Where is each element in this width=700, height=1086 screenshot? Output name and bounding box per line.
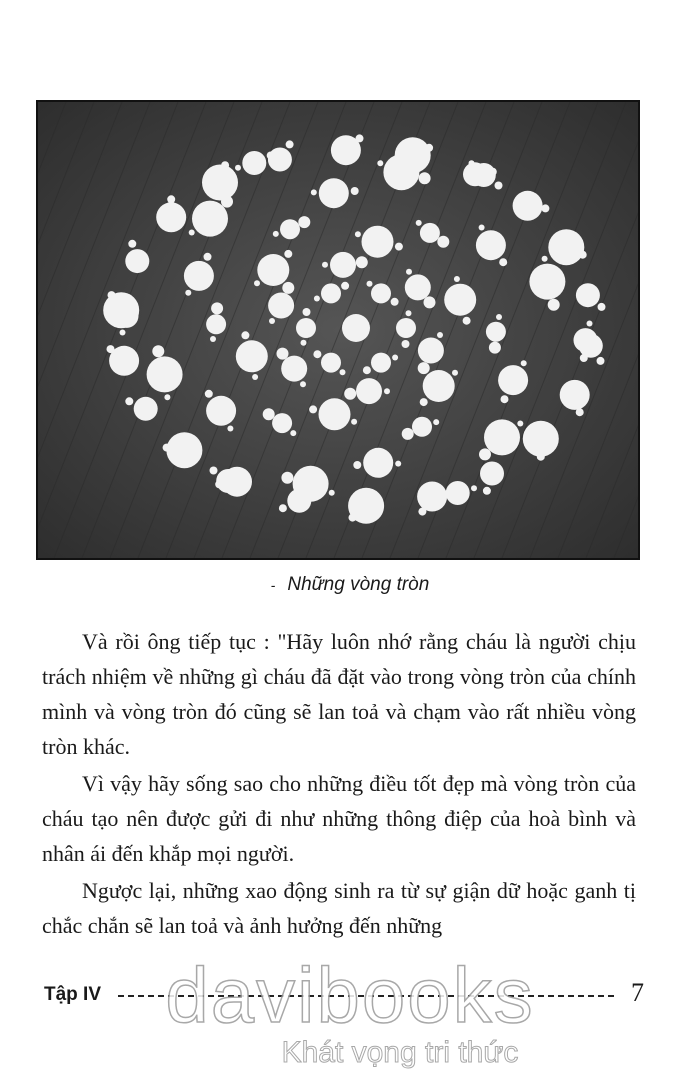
crop-circle bbox=[192, 201, 228, 237]
crop-circle bbox=[367, 281, 373, 287]
crop-circle bbox=[420, 223, 440, 243]
crop-circle bbox=[425, 144, 433, 152]
crop-circle bbox=[290, 430, 296, 436]
crop-circle bbox=[128, 240, 136, 248]
crop-circle bbox=[303, 308, 311, 316]
crop-circle bbox=[405, 274, 431, 300]
crop-circle bbox=[284, 250, 292, 258]
crop-circle bbox=[576, 408, 584, 416]
paragraph: Và rồi ông tiếp tục : "Hãy luôn nhớ rằng cháu là người chịu trách nhiệm về những gì cháu đã đặt vào trong vòng tròn của chính mình và vòng tròn đó cũng sẽ lan toả và chạm vào rất nhiều vòng tròn khác. bbox=[42, 629, 636, 759]
crop-circle bbox=[377, 160, 383, 166]
watermark-logo: davibooks bbox=[165, 951, 535, 1039]
crop-circle bbox=[412, 417, 432, 437]
crop-circle bbox=[542, 256, 548, 262]
crop-circle bbox=[597, 357, 605, 365]
crop-circle bbox=[406, 269, 412, 275]
crop-circle bbox=[396, 318, 416, 338]
crop-circle bbox=[452, 370, 458, 376]
crop-circle bbox=[125, 249, 149, 273]
crop-circle bbox=[164, 394, 170, 400]
crop-circle bbox=[529, 264, 565, 300]
crop-circle bbox=[384, 388, 390, 394]
crop-circle bbox=[598, 303, 606, 311]
crop-circle bbox=[463, 162, 487, 186]
crop-circle bbox=[355, 231, 361, 237]
crop-circle bbox=[254, 280, 260, 286]
crop-circle bbox=[215, 480, 223, 488]
crop-circle bbox=[433, 419, 439, 425]
crop-circle bbox=[319, 398, 351, 430]
watermark-tagline: Khát vọng tri thức bbox=[281, 1036, 519, 1069]
crop-circle bbox=[107, 345, 115, 353]
crop-circle bbox=[120, 330, 126, 336]
crop-circle bbox=[353, 461, 361, 469]
crop-circle bbox=[330, 252, 356, 278]
crop-circle bbox=[356, 134, 364, 142]
crop-circle bbox=[269, 318, 275, 324]
crop-circle bbox=[272, 413, 292, 433]
crop-circle bbox=[263, 408, 275, 420]
crop-circle bbox=[281, 356, 307, 382]
crop-circle bbox=[227, 426, 233, 432]
crop-circle bbox=[241, 331, 249, 339]
crop-circle bbox=[391, 298, 399, 306]
crop-circle bbox=[311, 189, 317, 195]
crop-circle bbox=[134, 397, 158, 421]
crop-circle bbox=[268, 293, 294, 319]
crop-circle bbox=[108, 291, 116, 299]
crop-circle bbox=[363, 448, 393, 478]
crop-circle bbox=[166, 432, 202, 468]
crop-circle bbox=[471, 485, 477, 491]
crop-circle bbox=[537, 453, 545, 461]
crop-circle bbox=[454, 276, 460, 282]
crop-circle bbox=[300, 381, 306, 387]
caption-text: Những vòng tròn bbox=[287, 574, 430, 595]
crop-circle bbox=[446, 481, 470, 505]
crop-circle bbox=[417, 482, 447, 512]
crop-circle bbox=[483, 487, 491, 495]
crop-circle bbox=[548, 299, 560, 311]
crop-circle bbox=[222, 467, 252, 497]
crop-circle bbox=[277, 348, 289, 360]
crop-circle bbox=[236, 340, 268, 372]
crop-circle bbox=[479, 448, 491, 460]
crop-circle bbox=[418, 508, 426, 516]
crop-circle bbox=[420, 398, 428, 406]
crop-circle bbox=[418, 362, 430, 374]
photo-caption bbox=[0, 574, 700, 596]
crop-circle bbox=[480, 462, 504, 486]
crop-circle bbox=[587, 321, 593, 327]
crop-circle bbox=[147, 356, 183, 392]
crop-circle bbox=[342, 314, 370, 342]
crop-circle bbox=[281, 472, 293, 484]
crop-circle bbox=[211, 302, 223, 314]
crop-circle bbox=[156, 202, 186, 232]
crop-circle bbox=[206, 314, 226, 334]
crop-circle-image bbox=[38, 102, 638, 558]
crop-circle bbox=[206, 396, 236, 426]
crop-circle bbox=[416, 220, 422, 226]
crop-circle bbox=[418, 338, 444, 364]
crop-circle bbox=[340, 369, 346, 375]
paragraph: Vì vậy hãy sống sao cho những điều tốt đẹp mà vòng tròn của cháu tạo nên được gửi đi như những thông điệp của hoà bình và nhân ái đến khắp mọi người. bbox=[42, 771, 636, 866]
crop-circle bbox=[363, 366, 371, 374]
crop-circle bbox=[286, 140, 294, 148]
crop-circle bbox=[268, 148, 292, 172]
crop-circle bbox=[287, 489, 311, 513]
crop-circle bbox=[314, 296, 320, 302]
crop-circle bbox=[189, 230, 195, 236]
volume-label: Tập IV bbox=[44, 984, 102, 1005]
crop-circle bbox=[273, 231, 279, 237]
field-background bbox=[38, 102, 638, 558]
crop-circle bbox=[424, 296, 436, 308]
crop-circle bbox=[395, 461, 401, 467]
crop-circle bbox=[252, 374, 258, 380]
crop-circle bbox=[479, 225, 485, 231]
crop-circle bbox=[167, 195, 175, 203]
crop-circle bbox=[463, 317, 471, 325]
crop-circle bbox=[437, 236, 449, 248]
crop-circle bbox=[489, 342, 501, 354]
crop-circle bbox=[210, 336, 216, 342]
crop-circle bbox=[579, 251, 587, 259]
crop-circle bbox=[279, 504, 287, 512]
crop-circle bbox=[344, 388, 356, 400]
crop-circle bbox=[541, 204, 549, 212]
crop-circle bbox=[444, 284, 476, 316]
crop-circle bbox=[210, 467, 218, 475]
crop-circle bbox=[484, 419, 520, 455]
crop-circle bbox=[351, 187, 359, 195]
crop-circle bbox=[202, 165, 238, 201]
crop-circle bbox=[205, 390, 213, 398]
paragraph: Ngược lại, những xao động sinh ra từ sự giận dữ hoặc ganh tị chắc chắn sẽ lan toả và ảnh hưởng đến những bbox=[42, 878, 636, 938]
crop-circle bbox=[406, 310, 412, 316]
crop-circle bbox=[152, 345, 164, 357]
crop-circle bbox=[560, 380, 590, 410]
crop-circle bbox=[329, 490, 335, 496]
crop-circle bbox=[423, 370, 455, 402]
crop-circle bbox=[489, 168, 497, 176]
crop-circle bbox=[579, 334, 603, 358]
crop-circle bbox=[523, 421, 559, 457]
crop-circle bbox=[496, 314, 502, 320]
crop-circle bbox=[495, 182, 503, 190]
crop-circle bbox=[476, 230, 506, 260]
crop-circle bbox=[521, 360, 527, 366]
crop-circle bbox=[576, 283, 600, 307]
crop-circle bbox=[341, 282, 349, 290]
crop-circle bbox=[402, 428, 414, 440]
crop-circle bbox=[313, 350, 321, 358]
crop-circle bbox=[301, 340, 307, 346]
crop-circle bbox=[282, 282, 294, 294]
crop-circle bbox=[321, 353, 341, 373]
crop-circle bbox=[349, 514, 357, 522]
crop-circle bbox=[257, 254, 289, 286]
crop-circle bbox=[235, 165, 241, 171]
crop-circle-photo bbox=[36, 100, 640, 560]
crop-circle bbox=[419, 172, 431, 184]
crop-circle bbox=[437, 332, 443, 338]
crop-circle bbox=[321, 283, 341, 303]
crop-circle bbox=[184, 261, 214, 291]
crop-circle bbox=[309, 405, 317, 413]
crop-circle bbox=[163, 444, 171, 452]
crop-circle bbox=[242, 151, 266, 175]
crop-circle bbox=[362, 226, 394, 258]
caption-bullet: - bbox=[270, 576, 276, 593]
crop-circle bbox=[395, 243, 403, 251]
crop-circle bbox=[392, 355, 398, 361]
page-number: 7 bbox=[631, 978, 644, 1007]
crop-circle bbox=[298, 216, 310, 228]
crop-circle bbox=[204, 253, 212, 261]
crop-circle bbox=[221, 161, 229, 169]
crop-circle bbox=[486, 322, 506, 342]
crop-circle bbox=[322, 262, 328, 268]
crop-circle bbox=[356, 378, 382, 404]
crop-circle bbox=[319, 178, 349, 208]
crop-circle bbox=[501, 395, 509, 403]
crop-circle bbox=[517, 421, 523, 427]
crop-circle bbox=[296, 318, 316, 338]
crop-circle bbox=[548, 229, 584, 265]
crop-circle bbox=[351, 419, 357, 425]
crop-circle bbox=[395, 137, 431, 173]
crop-circle bbox=[371, 353, 391, 373]
crop-circle bbox=[371, 283, 391, 303]
crop-circle bbox=[513, 191, 543, 221]
crop-circle bbox=[280, 219, 300, 239]
crop-circle bbox=[356, 256, 368, 268]
crop-circle bbox=[499, 258, 507, 266]
crop-circle bbox=[125, 397, 133, 405]
crop-circle bbox=[185, 290, 191, 296]
crop-circle bbox=[498, 365, 528, 395]
crop-circle bbox=[402, 340, 410, 348]
